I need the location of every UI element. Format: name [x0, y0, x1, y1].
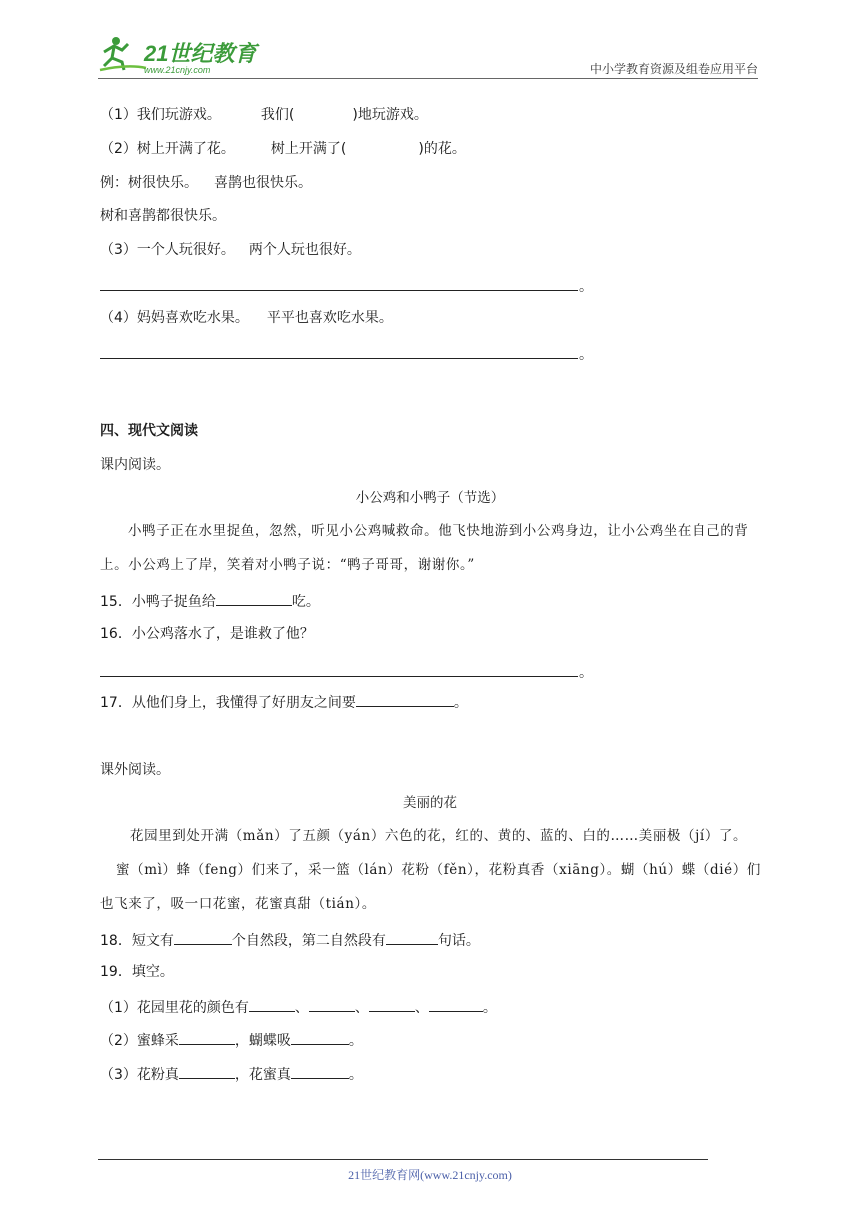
passage-1-text: 小鸭子正在水里捉鱼，忽然，听见小公鸡喊救命。他飞快地游到小公鸡身边，让小公鸡坐在自己的背上。小公鸡上了岸，笑着对小鸭子说：“鸭子哥哥，谢谢你。” [100, 523, 749, 573]
question-3-4: （4）妈妈喜欢吃水果。 平平也喜欢吃水果。 [100, 310, 393, 326]
example-sentences: 例：树很快乐。 喜鹊也很快乐。 [100, 175, 312, 191]
platform-label: 中小学教育资源及组卷应用平台 [589, 62, 758, 76]
answer-line-16[interactable] [100, 675, 578, 677]
page-header [98, 34, 758, 80]
question-3-1: （1）我们玩游戏。 我们( )地玩游戏。 [100, 107, 428, 123]
passage-2-title: 美丽的花 [403, 795, 457, 811]
question-19-2: （2）蜜蜂采 ，蝴蝶吸 。 [100, 1029, 363, 1051]
passage-1-title: 小公鸡和小鸭子（节选） [355, 490, 505, 506]
question-3-3: （3）一个人玩很好。 两个人玩也很好。 [100, 242, 361, 258]
question-16: 16．小公鸡落水了，是谁救了他？ [100, 626, 314, 642]
section-heading: 四、现代文阅读 [100, 423, 198, 439]
question-19: 19．填空。 [100, 964, 174, 980]
question-17: 17．从他们身上，我懂得了好朋友之间要 。 [100, 691, 468, 713]
logo-url: www.21cnjy.com [144, 65, 211, 75]
answer-line-3-4[interactable] [100, 357, 578, 359]
logo-text: 21世纪教育 [144, 41, 257, 66]
runner-logo-icon [98, 34, 268, 76]
passage-2-paragraph-1: 花园里到处开满（mǎn）了五颜（yán）六色的花，红的、黄的、蓝的、白的……美丽极（jí）了。 [130, 828, 748, 844]
in-class-reading-label: 课内阅读。 [100, 457, 170, 473]
question-3-2: （2）树上开满了花。 树上开满了( )的花。 [100, 141, 466, 157]
brand-logo [98, 34, 268, 76]
answer-period: 。 [579, 279, 593, 295]
question-18: 18．短文有 个自然段，第二自然段有 句话。 [100, 929, 480, 951]
answer-period: 。 [579, 665, 593, 681]
passage-2-paragraph-2: 蜜（mì）蜂（feng）们来了，采一篮（lán）花粉（fěn），花粉真香（xiāng）。蝴（hú）蝶（dié）们也飞来了，吸一口花蜜，花蜜真甜（tián）。 [100, 862, 761, 912]
answer-line-3-3[interactable] [100, 289, 578, 291]
footer-text: 21世纪教育网(www.21cnjy.com) [348, 1168, 512, 1182]
answer-period: 。 [579, 347, 593, 363]
out-class-reading-label: 课外阅读。 [100, 762, 170, 778]
header-divider [98, 78, 758, 79]
footer-divider [98, 1159, 708, 1160]
example-answer: 树和喜鹊都很快乐。 [100, 208, 226, 224]
question-15: 15．小鸭子捉鱼给 吃。 [100, 590, 320, 612]
question-19-3: （3）花粉真 ，花蜜真 。 [100, 1063, 363, 1085]
question-19-1: （1）花园里花的颜色有 、 、 、 。 [100, 996, 497, 1018]
